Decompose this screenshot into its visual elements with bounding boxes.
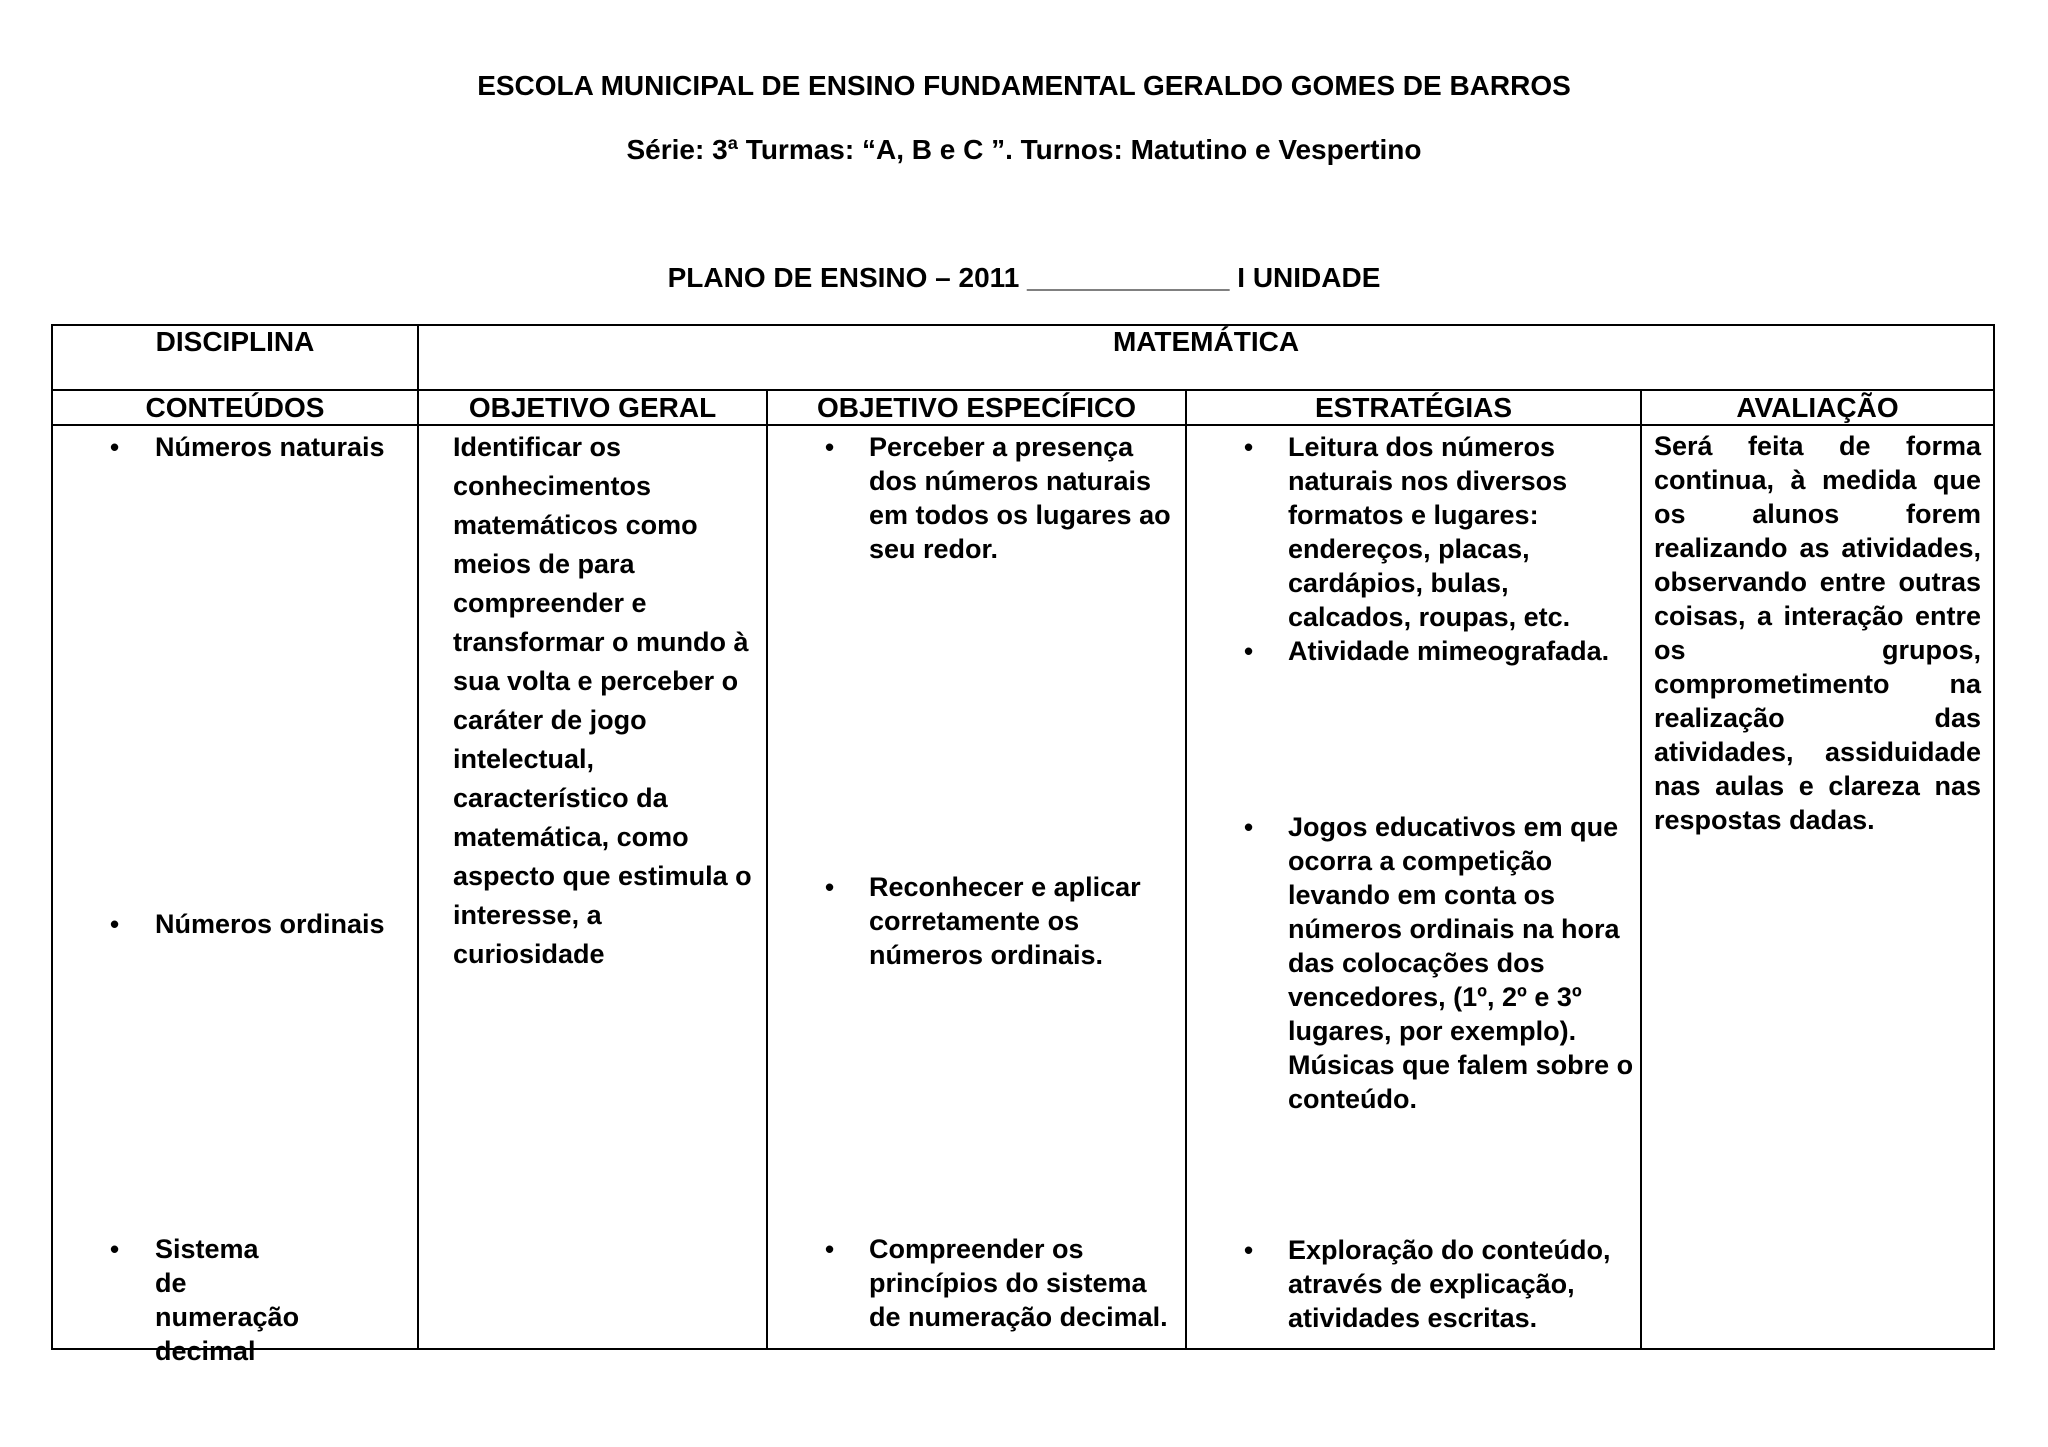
objetivo-especifico-cell <box>767 425 1186 1349</box>
list-item <box>768 870 1185 972</box>
column-header-objetivo-especifico: OBJETIVO ESPECÍFICO <box>767 390 1186 425</box>
conteudo-sistema-decimal: • Sistema de numeração decimal <box>53 1232 277 1368</box>
column-header-avaliacao: AVALIAÇÃO <box>1641 390 1994 425</box>
objetivo-especifico-3: • Compreender os princípios do sistema de numeração decimal. <box>768 1232 1185 1334</box>
estrategia-1: • Leitura dos números naturais nos diversos formatos e lugares: endereços, placas, cardápios, bulas, calcados, roupas, etc. <box>1187 430 1640 634</box>
estrategia-4: • Exploração do conteúdo, através de explicação, atividades escritas. <box>1187 1233 1640 1335</box>
conteudos-cell <box>52 425 418 1366</box>
avaliacao-cell <box>1641 425 1994 1349</box>
list-item <box>1187 1233 1640 1335</box>
list-item <box>53 1232 417 1368</box>
estrategia-3: • Jogos educativos em que ocorra a competição levando em conta os números ordinais na hora das colocações dos vencedores, (1º, 2º e 3º lugares, por exemplo). Músicas que falem sobre o conteúdo. <box>1187 810 1640 1116</box>
objetivo-especifico-2: • Reconhecer e aplicar corretamente os números ordinais. <box>768 870 1185 972</box>
list-item <box>1187 810 1640 1116</box>
objetivo-geral-cell <box>418 425 767 1349</box>
list-item <box>53 907 417 941</box>
column-header-estrategias: ESTRATÉGIAS <box>1186 390 1641 425</box>
column-header-objetivo-geral: OBJETIVO GERAL <box>418 390 767 425</box>
discipline-value: MATEMÁTICA <box>418 325 1994 390</box>
conteudo-numeros-naturais: • Números naturais <box>53 430 417 464</box>
list-item <box>768 430 1185 566</box>
plan-title: PLANO DE ENSINO – 2011 _____________ I UNIDADE <box>667 262 1381 293</box>
objetivo-geral-text: Identificar os conhecimentos matemáticos como meios de para compreender e transformar o mundo à sua volta e perceber o caráter de jogo intelectual, característico da matemática, como aspecto que estimula o interesse, a curiosidade <box>453 432 752 969</box>
teaching-plan-table <box>51 324 1995 1366</box>
objetivo-especifico-1: • Perceber a presença dos números naturais em todos os lugares ao seu redor. <box>768 430 1185 566</box>
school-title: ESCOLA MUNICIPAL DE ENSINO FUNDAMENTAL GERALDO GOMES DE BARROS <box>477 70 1571 101</box>
class-info: Série: 3ª Turmas: “A, B e C ”. Turnos: Matutino e Vespertino <box>626 134 1422 165</box>
list-item <box>53 430 417 464</box>
discipline-label: DISCIPLINA <box>52 325 418 390</box>
column-header-conteudos: CONTEÚDOS <box>52 390 418 425</box>
conteudo-numeros-ordinais: • Números ordinais <box>53 907 417 941</box>
estrategias-cell <box>1186 425 1641 1349</box>
list-item <box>1187 430 1640 668</box>
avaliacao-text: Será feita de forma continua, à medida que os alunos forem realizando as atividades, observando entre outras coisas, a interação entre os grupos, comprometimento na realização das atividades, assiduidade nas aulas e clareza nas respostas dadas. <box>1654 431 1981 835</box>
list-item <box>768 1232 1185 1334</box>
estrategia-2: • Atividade mimeografada. <box>1187 634 1640 668</box>
